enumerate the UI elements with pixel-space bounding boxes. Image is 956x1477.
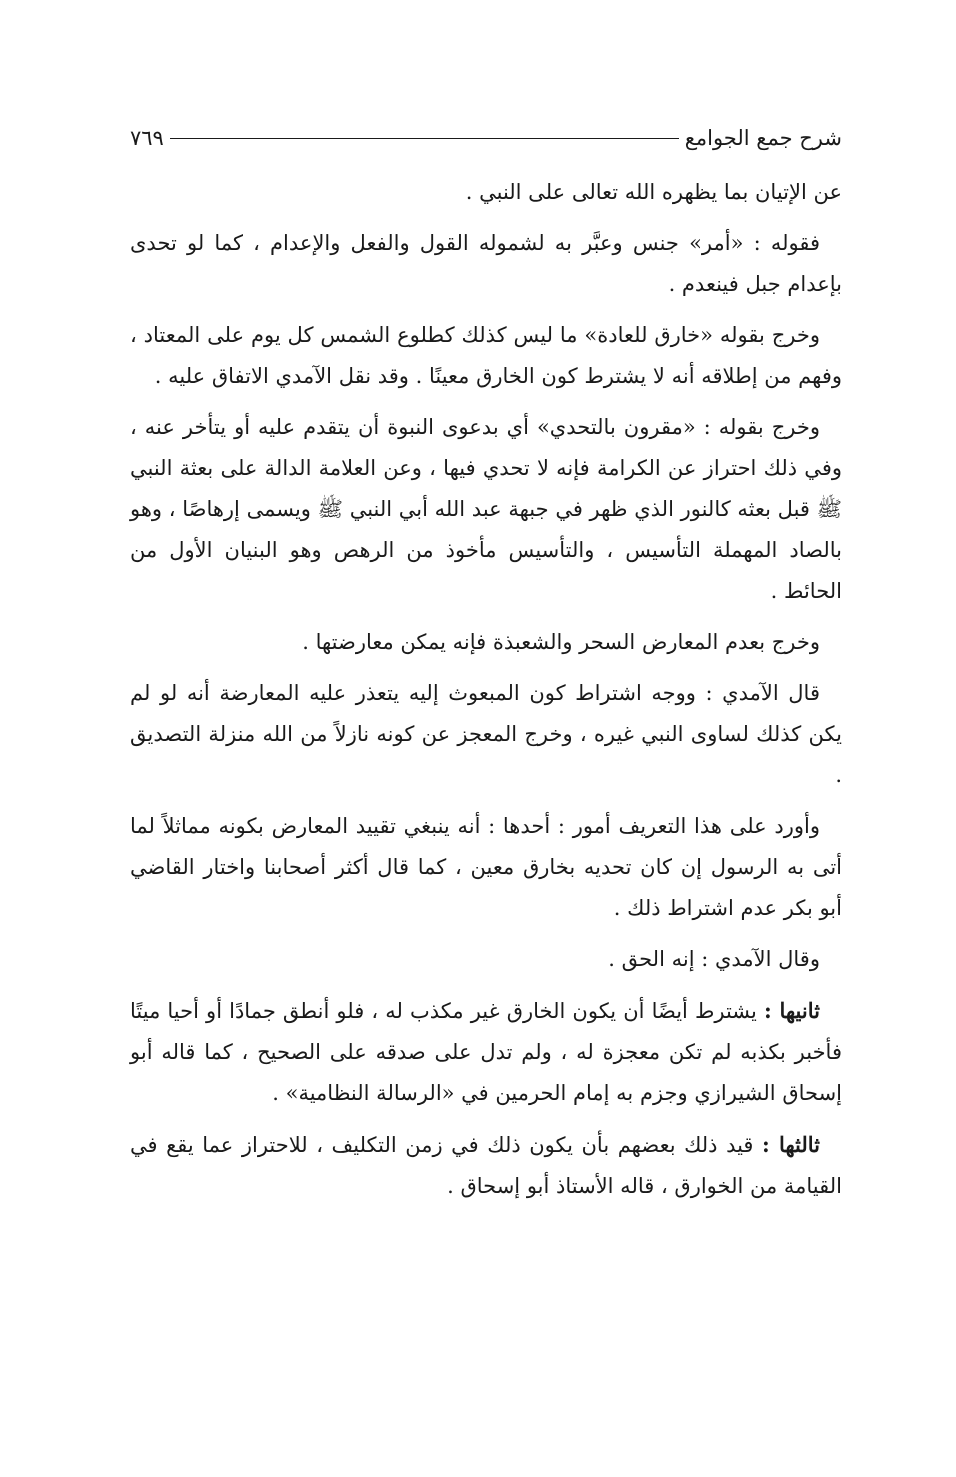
book-title: شرح جمع الجوامع [684, 126, 842, 150]
paragraph-text: وخرج بعدم المعارض السحر والشعبذة فإنه يمكن معارضتها . [302, 630, 820, 654]
paragraph [130, 939, 842, 980]
paragraph [130, 407, 842, 612]
paragraph-text: وقال الآمدي : إنه الحق . [608, 947, 820, 971]
paragraph [130, 172, 842, 213]
paragraph-lead: ثالثها : [762, 1132, 820, 1157]
book-page [130, 118, 842, 1217]
header-rule [170, 138, 679, 139]
page-body [130, 172, 842, 1207]
paragraph-text: وخرج بقوله : «مقرون بالتحدي» أي بدعوى النبوة أن يتقدم عليه أو يتأخر عنه ، وفي ذلك احتراز عن الكرامة فإنه لا تحدي فيها ، وعن العلامة الدالة على بعثة النبي ﷺ قبل بعثه كالنور الذي ظهر في جبهة عبد الله أبي النبي ﷺ ويسمى إرهاصًا ، وهو بالصاد المهملة التأسيس ، والتأسيس مأخوذ من الرهص وهو البنيان الأول من الحائط . [130, 415, 842, 603]
paragraph-text: وأورد على هذا التعريف أمور : أحدها : أنه ينبغي تقييد المعارض بكونه مماثلاً لما أتى به الرسول إن كان تحديه بخارق معين ، كما قال أكثر أصحابنا واختار القاضي أبو بكر عدم اشتراط ذلك . [130, 814, 842, 920]
paragraph [130, 622, 842, 663]
paragraph-text: وخرج بقوله «خارق للعادة» ما ليس كذلك كطلوع الشمس كل يوم على المعتاد ، وفهم من إطلاقه أنه لا يشترط كون الخارق معينًا . وقد نقل الآمدي الاتفاق عليه . [130, 323, 842, 388]
paragraph [130, 990, 842, 1114]
paragraph-text: فقوله : «أمر» جنس وعبَّر به لشموله القول والفعل والإعدام ، كما لو تحدى بإعدام جبل فينعدم . [130, 231, 842, 296]
paragraph-text: قيد ذلك بعضهم بأن يكون ذلك في زمن التكليف ، للاحتراز عما يقع في القيامة من الخوارق ، قاله الأستاذ أبو إسحاق . [130, 1133, 842, 1198]
paragraph [130, 223, 842, 305]
paragraph [130, 1124, 842, 1207]
paragraph-lead: ثانيها : [763, 998, 820, 1023]
paragraph [130, 315, 842, 397]
running-header [130, 118, 842, 158]
paragraph [130, 806, 842, 929]
paragraph-text: عن الإتيان بما يظهره الله تعالى على النبي . [465, 180, 842, 204]
paragraph [130, 673, 842, 796]
page-number: ٧٦٩ [130, 126, 164, 150]
paragraph-text: يشترط أيضًا أن يكون الخارق غير مكذب له ، فلو أنطق جمادًا أو أحيا ميتًا فأخبر بكذبه لم تكن معجزة له ، ولم تدل على صدقه على الصحيح ، كما قاله أبو إسحاق الشيرازي وجزم به إمام الحرمين في «الرسالة النظامية» . [130, 999, 842, 1105]
paragraph-text: قال الآمدي : ووجه اشتراط كون المبعوث إليه يتعذر عليه المعارضة أنه لو لم يكن كذلك لساوى النبي غيره ، وخرج المعجز عن كونه نازلاً من الله منزلة التصديق . [130, 681, 842, 787]
